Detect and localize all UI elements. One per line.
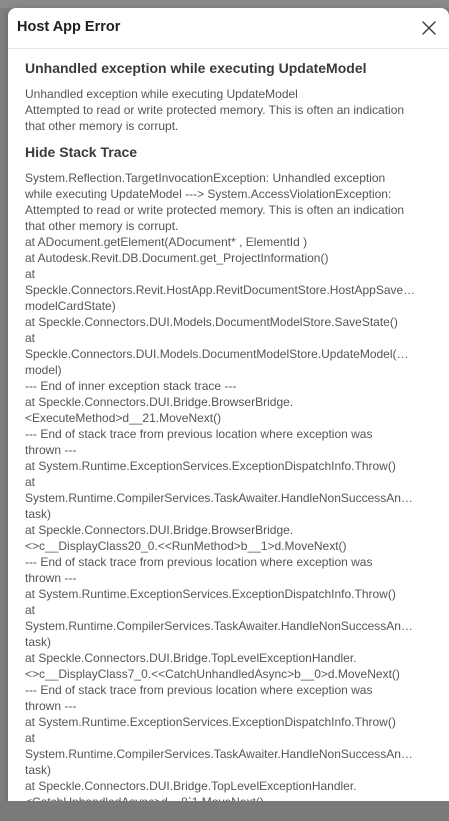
stack-trace-line: <ExecuteMethod>d__21.MoveNext() [25,411,222,425]
stack-trace-line: task) [25,635,52,649]
stack-trace-line: System.Runtime.CompilerServices.TaskAwaiter.HandleNonSuccessAn… [25,491,413,505]
stack-trace-line: model) [25,363,62,377]
error-heading: Unhandled exception while executing UpdateModel [25,60,367,76]
error-message-line: Attempted to read or write protected memory. This is often an indication [25,103,405,117]
error-message-line: that other memory is corrupt. [25,119,179,133]
stack-trace-line: at [25,731,36,745]
stack-trace-line: at System.Runtime.ExceptionServices.ExceptionDispatchInfo.Throw() [25,459,396,473]
stack-trace-line: at Autodesk.Revit.DB.Document.get_ProjectInformation() [25,251,329,265]
host-app-error-dialog [8,8,449,808]
stack-trace-line: --- End of stack trace from previous location where exception was [25,683,373,697]
stack-trace-line: while executing UpdateModel ---> System.AccessViolationException: [25,187,392,201]
stack-trace-line: at Speckle.Connectors.DUI.Models.DocumentModelStore.SaveState() [25,315,398,329]
stack-trace-line: thrown --- [25,571,77,585]
error-message [25,86,442,134]
stack-trace-line: System.Reflection.TargetInvocationException: Unhandled exception [25,171,386,185]
dialog-title: Host App Error [17,19,121,35]
stack-trace-line: task) [25,763,52,777]
stack-trace-line: that other memory is corrupt. [25,219,179,233]
backdrop-top [0,0,449,8]
stack-trace-line: at [25,267,36,281]
hide-stack-trace-toggle[interactable]: Hide Stack Trace [25,144,138,160]
stack-trace-line: Speckle.Connectors.Revit.HostApp.RevitDocumentStore.HostAppSave… [25,283,416,297]
stack-trace-line: <>c__DisplayClass20_0.<<RunMethod>b__1>d.MoveNext() [25,539,347,553]
stack-trace-line: --- End of stack trace from previous location where exception was [25,427,373,441]
stack-trace-line: modelCardState) [25,299,116,313]
error-message-line: Unhandled exception while executing UpdateModel [25,87,298,101]
stack-trace-line: at System.Runtime.ExceptionServices.ExceptionDispatchInfo.Throw() [25,587,396,601]
stack-trace-line: at [25,331,36,345]
stack-trace-line: at System.Runtime.ExceptionServices.ExceptionDispatchInfo.Throw() [25,715,396,729]
backdrop-bottom [0,801,449,821]
stack-trace-line: at Speckle.Connectors.DUI.Bridge.BrowserBridge. [25,523,294,537]
stack-trace-line: thrown --- [25,443,77,457]
stack-trace-line: System.Runtime.CompilerServices.TaskAwaiter.HandleNonSuccessAn… [25,619,413,633]
stack-trace-line: at ADocument.getElement(ADocument* , ElementId ) [25,235,308,249]
close-button[interactable] [419,18,439,38]
stack-trace-line: task) [25,507,52,521]
close-icon [419,18,439,38]
stack-trace-line: thrown --- [25,699,77,713]
stack-trace-line: at Speckle.Connectors.DUI.Bridge.TopLevelExceptionHandler. [25,651,357,665]
stack-trace-line: at [25,475,36,489]
dialog-header [8,8,449,49]
stack-trace-line: Speckle.Connectors.DUI.Models.DocumentModelStore.UpdateModel(… [25,347,409,361]
stack-trace-line: at [25,603,36,617]
dialog-body [25,50,442,808]
stack-trace-line: --- End of inner exception stack trace --- [25,379,237,393]
stack-trace [25,170,442,808]
stack-trace-line: <>c__DisplayClass7_0.<<CatchUnhandledAsync>b__0>d.MoveNext() [25,667,400,681]
stack-trace-line: Attempted to read or write protected memory. This is often an indication [25,203,405,217]
stack-trace-line: at Speckle.Connectors.DUI.Bridge.BrowserBridge. [25,395,294,409]
stack-trace-line: --- End of stack trace from previous location where exception was [25,555,373,569]
stack-trace-line: at Speckle.Connectors.DUI.Bridge.TopLevelExceptionHandler. [25,779,357,793]
stack-trace-line: System.Runtime.CompilerServices.TaskAwaiter.HandleNonSuccessAn… [25,747,413,761]
